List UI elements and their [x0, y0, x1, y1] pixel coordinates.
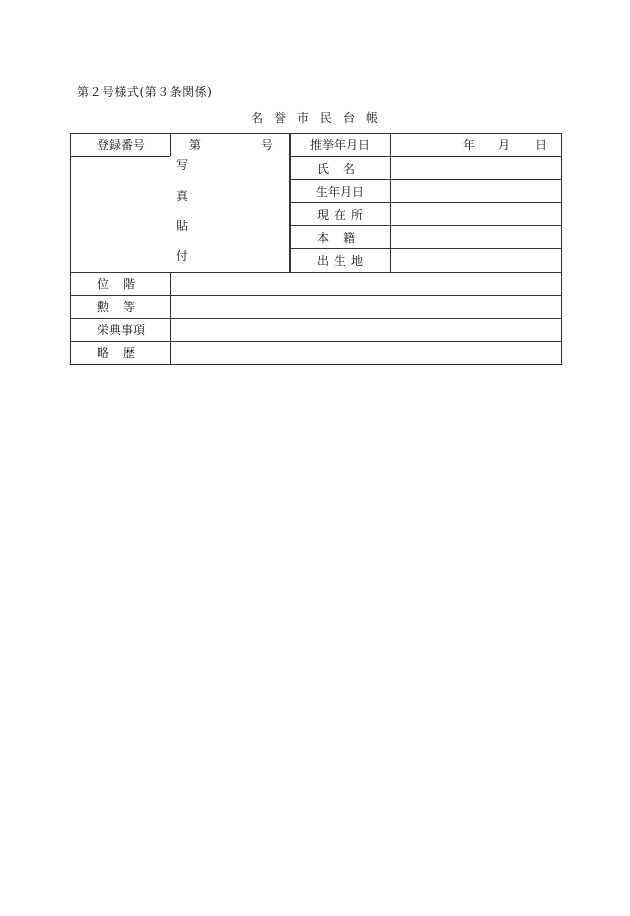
- registration-number-suffix: 号: [261, 138, 274, 152]
- date-year-marker: 年: [463, 138, 476, 152]
- grid-line: [71, 341, 561, 342]
- grid-line: [71, 272, 561, 273]
- biography-label: 略 歴: [97, 346, 137, 360]
- photo-instruction-char: 付: [176, 249, 189, 263]
- grid-line: [289, 202, 561, 203]
- grid-line: [390, 134, 391, 272]
- birth-date-label: 生年月日: [316, 185, 365, 199]
- decoration-label: 勲 等: [97, 300, 137, 314]
- date-day-marker: 日: [535, 138, 548, 152]
- birthplace-label: 出生地: [317, 254, 369, 268]
- form-number: 第２号様式(第３条関係): [77, 85, 213, 99]
- registration-number-prefix: 第: [189, 138, 202, 152]
- registered-domicile-label: 本 籍: [317, 231, 357, 245]
- recommendation-date-label: 推挙年月日: [310, 138, 371, 152]
- court-rank-label: 位 階: [97, 277, 137, 291]
- grid-line: [71, 156, 170, 157]
- name-label: 氏 名: [317, 162, 357, 176]
- grid-line: [289, 225, 561, 226]
- grid-line: [289, 179, 561, 180]
- photo-instruction-char: 写: [176, 158, 189, 172]
- registration-number-label: 登録番号: [97, 138, 146, 152]
- honors-label: 栄典事項: [97, 323, 146, 337]
- grid-line: [71, 318, 561, 319]
- grid-line: [170, 134, 171, 156]
- grid-line: [71, 295, 561, 296]
- grid-line: [289, 248, 561, 249]
- ledger-table: [70, 133, 562, 365]
- document-title: 名誉市民台帳: [250, 111, 389, 125]
- grid-line: [289, 156, 561, 157]
- photo-instruction-char: 貼: [176, 219, 189, 233]
- photo-instruction-char: 真: [176, 189, 189, 203]
- grid-line: [289, 134, 291, 272]
- current-address-label: 現在所: [317, 208, 369, 222]
- date-month-marker: 月: [498, 138, 511, 152]
